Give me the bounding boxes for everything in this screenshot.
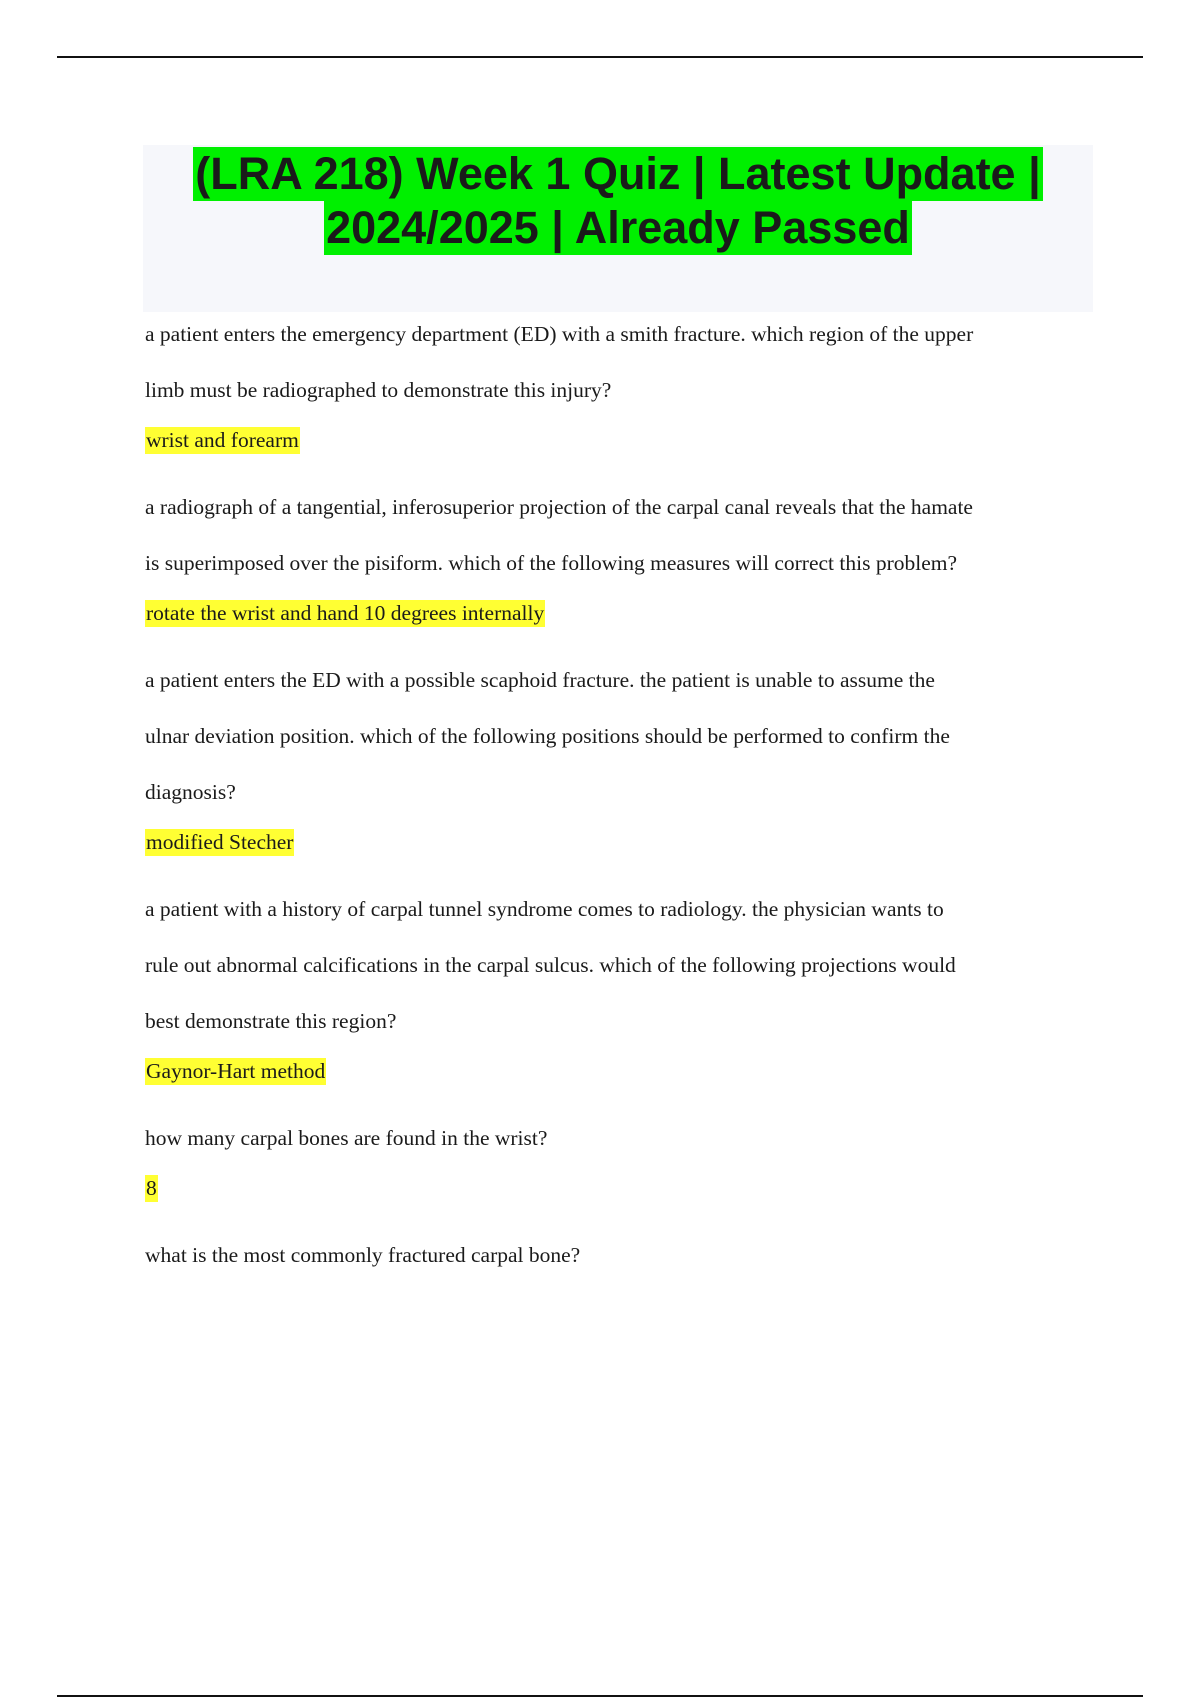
quiz-content (145, 306, 1085, 1283)
answer-highlight: modified Stecher (146, 830, 294, 854)
quiz-item (145, 1227, 1085, 1283)
document-title-line-1: (LRA 218) Week 1 Quiz | Latest Update | (195, 148, 1041, 199)
answer-highlight: Gaynor-Hart method (146, 1059, 326, 1083)
question-line: a patient with a history of carpal tunnel syndrome comes to radiology. the physician wants to (145, 897, 944, 921)
question-line: a patient enters the ED with a possible scaphoid fracture. the patient is unable to assume the (145, 668, 935, 692)
question-line: rule out abnormal calcifications in the carpal sulcus. which of the following projections would (145, 953, 956, 977)
answer-highlight: wrist and forearm (146, 428, 299, 452)
quiz-item (145, 652, 1085, 858)
top-rule (57, 56, 1143, 58)
question-line: limb must be radiographed to demonstrate this injury? (145, 378, 612, 402)
question-line: what is the most commonly fractured carpal bone? (145, 1243, 581, 1267)
title-block (143, 145, 1093, 312)
quiz-item (145, 306, 1085, 456)
document-title-line-2: 2024/2025 | Already Passed (326, 202, 910, 253)
question-line: ulnar deviation position. which of the following positions should be performed to confirm the (145, 724, 950, 748)
question-line: diagnosis? (145, 780, 236, 804)
question-line: how many carpal bones are found in the wrist? (145, 1126, 548, 1150)
quiz-item (145, 1110, 1085, 1204)
answer-highlight: 8 (146, 1176, 157, 1200)
question-line: best demonstrate this region? (145, 1009, 397, 1033)
question-line: is superimposed over the pisiform. which of the following measures will correct this problem? (145, 551, 958, 575)
quiz-item (145, 479, 1085, 629)
quiz-item (145, 881, 1085, 1087)
answer-highlight: rotate the wrist and hand 10 degrees internally (146, 601, 545, 625)
question-line: a radiograph of a tangential, inferosuperior projection of the carpal canal reveals that the hamate (145, 495, 973, 519)
question-line: a patient enters the emergency department (ED) with a smith fracture. which region of the upper (145, 322, 974, 346)
bottom-rule (57, 1695, 1143, 1697)
